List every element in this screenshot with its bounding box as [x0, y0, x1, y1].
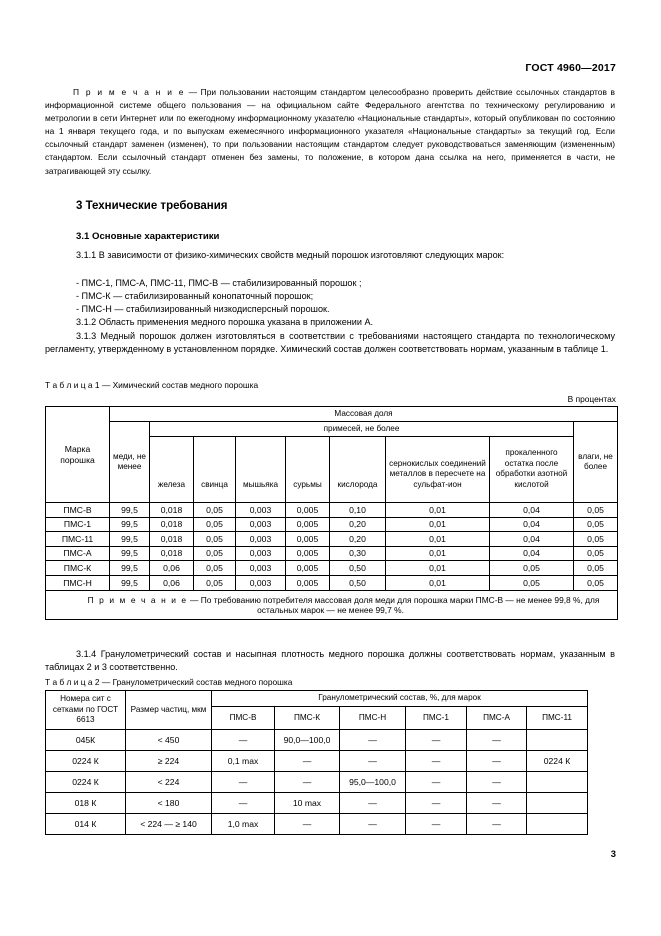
table1-cell-copper: 99,5	[110, 561, 150, 576]
table1-cell-moisture: 0,05	[574, 517, 618, 532]
table2-cell-pms-1: —	[406, 793, 467, 814]
table1-cell-oxygen: 0,10	[330, 503, 386, 518]
table2-cell-pms-k: —	[275, 751, 340, 772]
table1-cell-mark: ПМС-Н	[46, 575, 110, 590]
table1-cell-iron: 0,018	[150, 546, 194, 561]
paragraph-3-1-4: 3.1.4 Гранулометрический состав и насыпная плотность медного порошка должны соответствовать нормам, указанным в таблицах 2 и 3 соответственно.	[45, 649, 615, 673]
table2-header-sieve: Номера сит с сетками по ГОСТ 6613	[46, 691, 126, 730]
section-heading-3: 3 Технические требования	[76, 200, 228, 212]
table2-cell-pms-n: —	[340, 751, 406, 772]
table1-header-subgroup: примесей, не более	[150, 422, 574, 437]
table-row	[46, 517, 618, 532]
table1-cell-residue: 0,05	[490, 561, 574, 576]
table-row	[46, 546, 618, 561]
table1-cell-mark: ПМС-К	[46, 561, 110, 576]
table2-header-mark-pms-11: ПМС-11	[527, 707, 588, 730]
table-row	[46, 793, 588, 814]
table2-cell-pms-a: —	[467, 772, 527, 793]
table1-cell-moisture: 0,05	[574, 503, 618, 518]
paragraph-3-1-3: 3.1.3 Медный порошок должен изготовляться в соответствии с требованиями настоящего стандарта по технологическому регламенту, утвержденному в установленном порядке. Химический состав должен соответствовать нормам, указанным в таблице 1.	[45, 331, 615, 355]
marks-list-item-1: - ПМС-1, ПМС-А, ПМС-11, ПМС-В — стабилизированный порошок ;	[76, 278, 362, 288]
table1-cell-iron: 0,06	[150, 575, 194, 590]
table1-cell-arsenic: 0,003	[236, 532, 286, 547]
table2-cell-pms-k: 90,0—100,0	[275, 730, 340, 751]
table1-cell-sulfates: 0,01	[386, 517, 490, 532]
table1-cell-iron: 0,018	[150, 503, 194, 518]
table2-cell-pms-1: —	[406, 730, 467, 751]
table1-cell-copper: 99,5	[110, 575, 150, 590]
table1-cell-moisture: 0,05	[574, 575, 618, 590]
table1-cell-antimony: 0,005	[286, 532, 330, 547]
table1-header-sulfates: сернокислых соединений металлов в пересчете на сульфат-ион	[386, 437, 490, 503]
table2-cell-pms-a: —	[467, 751, 527, 772]
table2-cell-pms-a: —	[467, 814, 527, 835]
intro-note-label: П р и м е ч а н и е	[73, 87, 185, 97]
table1-cell-iron: 0,018	[150, 517, 194, 532]
document-header-standard-number: ГОСТ 4960—2017	[525, 62, 616, 74]
table1-cell-residue: 0,04	[490, 532, 574, 547]
marks-list-item-2: - ПМС-К — стабилизированный конопаточный порошок;	[76, 291, 314, 302]
table1-header-iron: железа	[150, 437, 194, 503]
table2-cell-pms-11	[527, 772, 588, 793]
table-row	[46, 561, 618, 576]
table2-header-mark-pms-v: ПМС-В	[212, 707, 275, 730]
table2-cell-pms-v: —	[212, 730, 275, 751]
table2-header-mark-pms-1: ПМС-1	[406, 707, 467, 730]
table2-cell-sieve: 018 К	[46, 793, 126, 814]
table2-cell-pms-v: —	[212, 793, 275, 814]
table2-cell-size: < 450	[126, 730, 212, 751]
table1-cell-antimony: 0,005	[286, 575, 330, 590]
table2-cell-size: < 224 — ≥ 140	[126, 814, 212, 835]
table-row	[46, 814, 588, 835]
table1-cell-lead: 0,05	[194, 575, 236, 590]
table1-cell-lead: 0,05	[194, 517, 236, 532]
table-row	[46, 532, 618, 547]
table2-cell-pms-1: —	[406, 814, 467, 835]
table1-cell-mark: ПМС-В	[46, 503, 110, 518]
table1-cell-arsenic: 0,003	[236, 503, 286, 518]
table2-caption: Т а б л и ц а 2 — Гранулометрический состав медного порошка	[45, 677, 293, 687]
table1-cell-arsenic: 0,003	[236, 546, 286, 561]
table1-cell-copper: 99,5	[110, 546, 150, 561]
table-row	[46, 772, 588, 793]
table1-cell-moisture: 0,05	[574, 546, 618, 561]
table1-cell-antimony: 0,005	[286, 517, 330, 532]
table1-header-residue: прокаленного остатка после обработки азотной кислотой	[490, 437, 574, 503]
table1-cell-sulfates: 0,01	[386, 575, 490, 590]
table1-cell-moisture: 0,05	[574, 532, 618, 547]
table1-header-arsenic: мышьяка	[236, 437, 286, 503]
table2-cell-pms-n: —	[340, 730, 406, 751]
table1-cell-oxygen: 0,50	[330, 575, 386, 590]
table1-header-copper: меди, не менее	[110, 422, 150, 503]
table1-cell-lead: 0,05	[194, 503, 236, 518]
table1-cell-lead: 0,05	[194, 546, 236, 561]
table1-cell-arsenic: 0,003	[236, 561, 286, 576]
table1-cell-residue: 0,04	[490, 517, 574, 532]
table1-cell-residue: 0,04	[490, 503, 574, 518]
table-chemical-composition	[45, 406, 618, 620]
table2-cell-pms-11: 0224 К	[527, 751, 588, 772]
table1-header-oxygen: кислорода	[330, 437, 386, 503]
table2-cell-pms-a: —	[467, 730, 527, 751]
table2-cell-pms-k: —	[275, 772, 340, 793]
table1-cell-oxygen: 0,50	[330, 561, 386, 576]
table1-header-group: Массовая доля	[110, 407, 618, 422]
section-heading-3-1: 3.1 Основные характеристики	[76, 231, 220, 242]
table2-cell-pms-11	[527, 730, 588, 751]
table2-cell-pms-n: —	[340, 793, 406, 814]
table1-cell-sulfates: 0,01	[386, 503, 490, 518]
table1-footnote-text: — По требованию потребителя массовая доля меди для порошка марки ПМС-В — не менее 99,8 %, для остальных марок — не менее 99,7 %.	[187, 594, 600, 615]
table2-cell-pms-a: —	[467, 793, 527, 814]
intro-note-paragraph	[45, 86, 615, 178]
table1-cell-iron: 0,06	[150, 561, 194, 576]
table1-header-lead: свинца	[194, 437, 236, 503]
intro-note-text: — При пользовании настоящим стандартом целесообразно проверить действие ссылочных стандартов в информационной системе общего пользования — на официальном сайте Федерального агентства по техническому регулированию и метрологии в сети Интернет или по ежегодному информационному указателю «Национальные стандарты», который опубликован по состоянию на 1 января текущего года, и по выпускам ежемесячного информационного указателя «Национальные стандарты» за текущий год. Если ссылочный стандарт заменен (изменен), то при пользовании настоящим стандартом следует руководствоваться заменяющим (измененным) стандартом. Если ссылочный стандарт отменен без замены, то положение, в котором дана ссылка на него, применяется в части, не затрагивающей эту ссылку.	[45, 87, 615, 176]
table-row	[46, 751, 588, 772]
table2-cell-pms-k: 10 max	[275, 793, 340, 814]
table2-cell-sieve: 0224 К	[46, 772, 126, 793]
table2-cell-pms-11	[527, 814, 588, 835]
table1-cell-sulfates: 0,01	[386, 532, 490, 547]
table1-cell-arsenic: 0,003	[236, 575, 286, 590]
table1-cell-antimony: 0,005	[286, 546, 330, 561]
table1-cell-sulfates: 0,01	[386, 561, 490, 576]
table2-cell-pms-v: 1,0 max	[212, 814, 275, 835]
table1-footnote	[46, 590, 618, 620]
table-row	[46, 575, 618, 590]
table2-cell-pms-1: —	[406, 751, 467, 772]
table2-cell-pms-k: —	[275, 814, 340, 835]
table1-cell-oxygen: 0,20	[330, 517, 386, 532]
table1-cell-mark: ПМС-11	[46, 532, 110, 547]
page-number: 3	[610, 848, 616, 859]
table2-cell-pms-v: 0,1 max	[212, 751, 275, 772]
table1-cell-lead: 0,05	[194, 561, 236, 576]
table1-cell-copper: 99,5	[110, 503, 150, 518]
table2-cell-pms-n: —	[340, 814, 406, 835]
table1-header-antimony: сурьмы	[286, 437, 330, 503]
table2-header-size: Размер частиц, мкм	[126, 691, 212, 730]
table1-cell-copper: 99,5	[110, 532, 150, 547]
table1-cell-oxygen: 0,20	[330, 532, 386, 547]
table1-cell-mark: ПМС-А	[46, 546, 110, 561]
table2-cell-pms-n: 95,0—100,0	[340, 772, 406, 793]
table1-header-mark: Марка порошка	[46, 407, 110, 503]
table-row	[46, 730, 588, 751]
table1-units-note: В процентах	[567, 394, 616, 404]
marks-list-item-3: - ПМС-Н — стабилизированный низкодисперсный порошок.	[76, 304, 330, 315]
table2-cell-pms-11	[527, 793, 588, 814]
table2-header-mark-pms-a: ПМС-А	[467, 707, 527, 730]
table2-cell-sieve: 0224 К	[46, 751, 126, 772]
table2-cell-size: ≥ 224	[126, 751, 212, 772]
table2-cell-size: < 224	[126, 772, 212, 793]
table1-cell-moisture: 0,05	[574, 561, 618, 576]
table1-cell-residue: 0,05	[490, 575, 574, 590]
table-row	[46, 503, 618, 518]
table2-cell-sieve: 045К	[46, 730, 126, 751]
table1-footnote-label: П р и м е ч а н и е	[87, 594, 188, 605]
table1-cell-residue: 0,04	[490, 546, 574, 561]
table1-cell-antimony: 0,005	[286, 561, 330, 576]
table2-cell-size: < 180	[126, 793, 212, 814]
table-granulometric-composition	[45, 690, 588, 835]
table1-caption: Т а б л и ц а 1 — Химический состав медного порошка	[45, 380, 259, 390]
table1-cell-oxygen: 0,30	[330, 546, 386, 561]
table1-cell-iron: 0,018	[150, 532, 194, 547]
marks-list	[76, 277, 616, 317]
table1-header-moisture: влаги, не более	[574, 422, 618, 503]
table1-cell-mark: ПМС-1	[46, 517, 110, 532]
table2-header-mark-pms-n: ПМС-Н	[340, 707, 406, 730]
table1-cell-lead: 0,05	[194, 532, 236, 547]
table2-cell-pms-v: —	[212, 772, 275, 793]
paragraph-3-1-1: 3.1.1 В зависимости от физико-химических свойств медный порошок изготовляют следующих марок:	[76, 250, 505, 260]
paragraph-3-1-2: 3.1.2 Область применения медного порошка указана в приложении А.	[76, 317, 374, 327]
table1-cell-sulfates: 0,01	[386, 546, 490, 561]
table2-header-mark-pms-k: ПМС-К	[275, 707, 340, 730]
table1-cell-arsenic: 0,003	[236, 517, 286, 532]
table2-cell-sieve: 014 К	[46, 814, 126, 835]
table2-cell-pms-1: —	[406, 772, 467, 793]
table2-header-group: Гранулометрический состав, %, для марок	[212, 691, 588, 707]
table1-cell-antimony: 0,005	[286, 503, 330, 518]
table1-cell-copper: 99,5	[110, 517, 150, 532]
